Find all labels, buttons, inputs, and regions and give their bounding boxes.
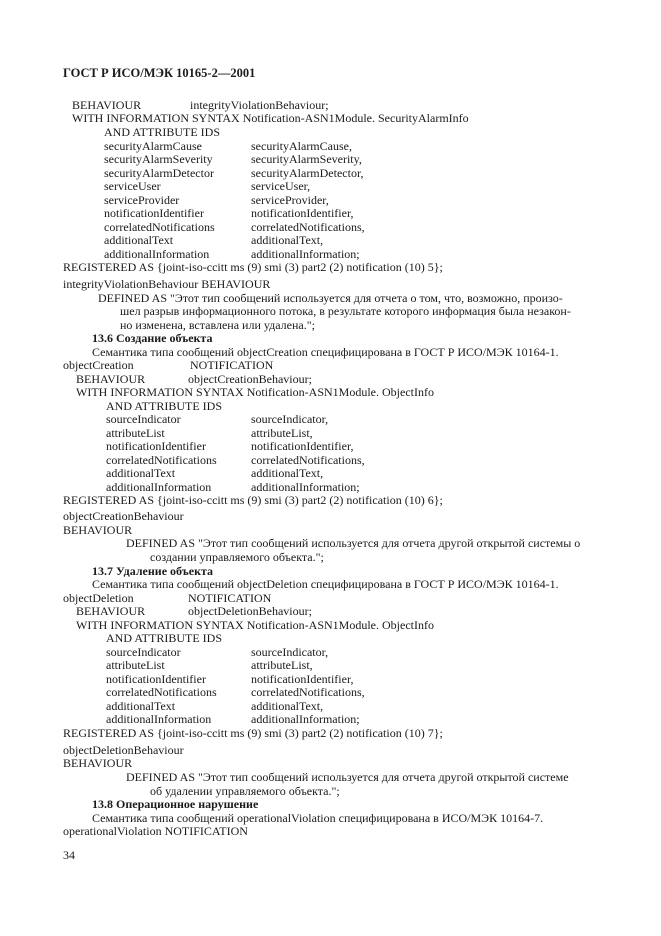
text-line: additionalInformation	[104, 247, 210, 261]
text-line: BEHAVIOUR	[76, 604, 146, 618]
page-header: ГОСТ Р ИСО/МЭК 10165-2—2001	[63, 66, 256, 80]
text-line: REGISTERED AS {joint-iso-ccitt ms (9) smi (3) part2 (2) notification (10) 6};	[63, 493, 443, 507]
text-line: objectDeletionBehaviour	[63, 743, 184, 757]
text-line: notificationIdentifier	[106, 672, 206, 686]
text-line-value: serviceProvider,	[251, 193, 329, 207]
text-line: correlatedNotifications	[104, 220, 215, 234]
text-line: sourceIndicator	[106, 412, 181, 426]
text-line: AND ATTRIBUTE IDS	[106, 631, 222, 645]
text-line-value: additionalText,	[251, 233, 324, 247]
page-number: 34	[63, 848, 75, 862]
text-line: correlatedNotifications	[106, 685, 217, 699]
text-line-value: additionalInformation;	[251, 247, 360, 261]
text-line-value: attributeList,	[251, 658, 313, 672]
text-line: securityAlarmSeverity	[104, 152, 213, 166]
text-line: additionalText	[104, 233, 174, 247]
text-line: correlatedNotifications	[106, 453, 217, 467]
text-line-value: correlatedNotifications,	[251, 220, 365, 234]
text-line: WITH INFORMATION SYNTAX Notification-ASN1Module. ObjectInfo	[76, 618, 434, 632]
text-line-value: attributeList,	[251, 426, 313, 440]
text-line: AND ATTRIBUTE IDS	[104, 125, 220, 139]
text-line: additionalInformation	[106, 712, 212, 726]
text-line: integrityViolationBehaviour BEHAVIOUR	[63, 277, 271, 291]
text-line: attributeList	[106, 658, 165, 672]
text-line-value: serviceUser,	[251, 179, 311, 193]
text-line-value: correlatedNotifications,	[251, 453, 365, 467]
text-line: objectCreationBehaviour	[63, 509, 184, 523]
text-line: Семантика типа сообщений operationalViolation специфицирована в ИСО/МЭК 10164-7.	[92, 811, 544, 825]
text-line: objectCreation	[63, 358, 134, 372]
text-line-value: NOTIFICATION	[188, 591, 272, 605]
section-heading: 13.6 Создание объекта	[92, 331, 213, 345]
text-line: WITH INFORMATION SYNTAX Notification-ASN1Module. SecurityAlarmInfo	[72, 111, 469, 125]
text-line: AND ATTRIBUTE IDS	[106, 399, 222, 413]
text-line-value: additionalInformation;	[251, 480, 360, 494]
text-line: serviceUser	[104, 179, 161, 193]
text-line-value: NOTIFICATION	[190, 358, 274, 372]
text-line: шел разрыв информационного потока, в результате которого информация была незакон-	[120, 304, 571, 318]
text-line: BEHAVIOUR	[72, 98, 142, 112]
text-line: securityAlarmCause	[104, 139, 202, 153]
text-line-value: securityAlarmDetector,	[251, 166, 364, 180]
text-line: additionalInformation	[106, 480, 212, 494]
text-line-value: securityAlarmCause,	[251, 139, 352, 153]
text-line: operationalViolation NOTIFICATION	[63, 824, 248, 838]
text-line: WITH INFORMATION SYNTAX Notification-ASN1Module. ObjectInfo	[76, 385, 434, 399]
text-line: BEHAVIOUR	[63, 756, 133, 770]
text-line-value: additionalInformation;	[251, 712, 360, 726]
text-line: DEFINED AS "Этот тип сообщений используется для отчета другой открытой системе	[126, 770, 569, 784]
text-line: REGISTERED AS {joint-iso-ccitt ms (9) smi (3) part2 (2) notification (10) 5};	[63, 260, 443, 274]
text-line: BEHAVIOUR	[63, 523, 133, 537]
text-line-value: correlatedNotifications,	[251, 685, 365, 699]
text-line: Семантика типа сообщений objectDeletion специфицирована в ГОСТ Р ИСО/МЭК 10164-1.	[92, 577, 559, 591]
text-line-value: notificationIdentifier,	[251, 672, 354, 686]
text-line-value: additionalText,	[251, 466, 324, 480]
text-line: Семантика типа сообщений objectCreation специфицирована в ГОСТ Р ИСО/МЭК 10164-1.	[92, 345, 559, 359]
text-line-value: sourceIndicator,	[251, 412, 329, 426]
text-line: additionalText	[106, 466, 176, 480]
text-line-value: additionalText,	[251, 699, 324, 713]
text-line: об удалении управляемого объекта.";	[150, 784, 340, 798]
text-line: BEHAVIOUR	[76, 372, 146, 386]
text-line-value: sourceIndicator,	[251, 645, 329, 659]
text-line: notificationIdentifier	[104, 206, 204, 220]
text-line: attributeList	[106, 426, 165, 440]
text-line: создании управляемого объекта.";	[150, 550, 324, 564]
text-line-value: objectCreationBehaviour;	[188, 372, 312, 386]
text-line: но изменена, вставлена или удалена.";	[120, 318, 315, 332]
text-line: DEFINED AS "Этот тип сообщений используется для отчета о том, что, возможно, произо-	[98, 291, 563, 305]
text-line: notificationIdentifier	[106, 439, 206, 453]
text-line-value: notificationIdentifier,	[251, 439, 354, 453]
text-line: additionalText	[106, 699, 176, 713]
section-heading: 13.7 Удаление объекта	[92, 564, 214, 578]
text-line: objectDeletion	[63, 591, 134, 605]
text-line: securityAlarmDetector	[104, 166, 214, 180]
text-line: sourceIndicator	[106, 645, 181, 659]
text-line-value: objectDeletionBehaviour;	[188, 604, 312, 618]
text-line-value: integrityViolationBehaviour;	[190, 98, 329, 112]
text-line-value: notificationIdentifier,	[251, 206, 354, 220]
text-line: REGISTERED AS {joint-iso-ccitt ms (9) smi (3) part2 (2) notification (10) 7};	[63, 726, 443, 740]
text-line-value: securityAlarmSeverity,	[251, 152, 362, 166]
text-line: DEFINED AS "Этот тип сообщений используется для отчета другой открытой системы о	[126, 536, 581, 550]
section-heading: 13.8 Операционное нарушение	[92, 797, 259, 811]
text-line: serviceProvider	[104, 193, 180, 207]
